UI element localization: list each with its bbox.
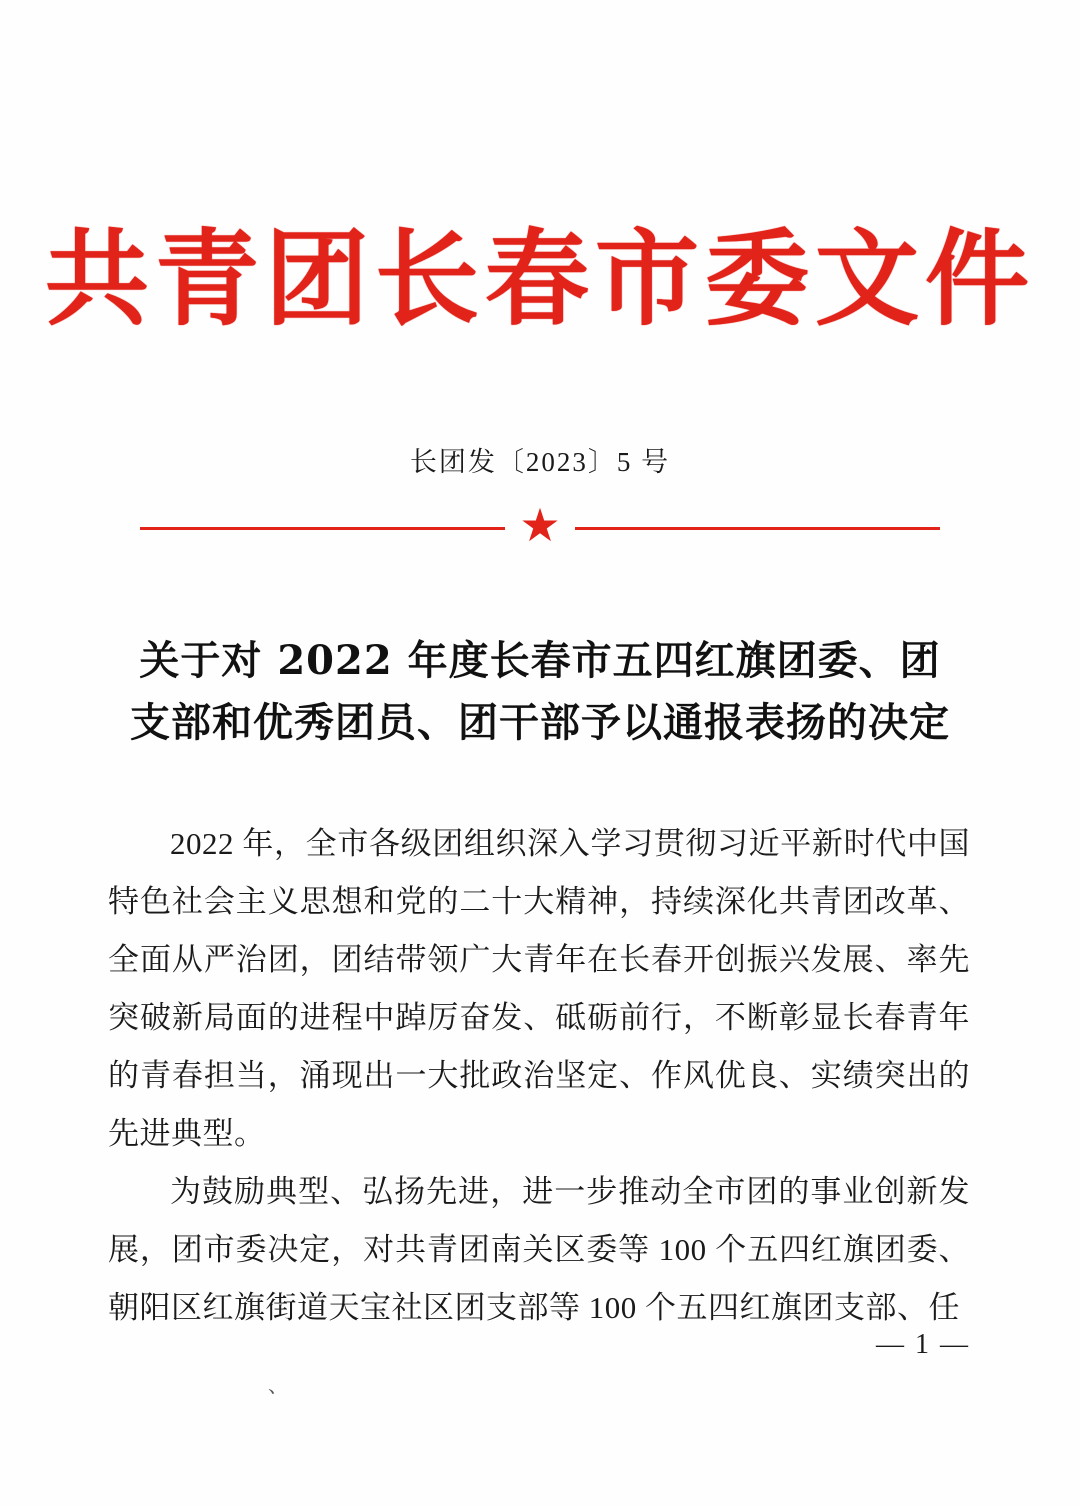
document-title: 关于对 2022 年度长春市五四红旗团委、团支部和优秀团员、团干部予以通报表扬的决定 (130, 637, 950, 746)
document-body (108, 815, 970, 1337)
document-serial-number: 长团发〔2023〕5 号 (409, 447, 671, 477)
red-star-icon: ★ (519, 500, 561, 551)
document-masthead-title: 共青团长春市委文件 (44, 217, 1035, 340)
page-number: — 1 — (876, 1329, 970, 1360)
rule-line-left (140, 527, 505, 530)
red-separator-rule (140, 500, 940, 551)
stray-ink-mark: 、 (268, 1375, 288, 1397)
body-paragraph-2: 为鼓励典型、弘扬先进，进一步推动全市团的事业创新发展，团市委决定，对共青团南关区委等 100 个五四红旗团委、朝阳区红旗街道天宝社区团支部等 100 个五四红旗团支部、任 (108, 1174, 970, 1325)
body-paragraph-1: 2022 年，全市各级团组织深入学习贯彻习近平新时代中国特色社会主义思想和党的二十大精神，持续深化共青团改革、全面从严治团，团结带领广大青年在长春开创振兴发展、率先突破新局面的进程中踔厉奋发、砥砺前行，不断彰显长春青年的青春担当，涌现出一大批政治坚定、作风优良、实绩突出的先进典型。 (108, 826, 970, 1151)
rule-line-right (575, 527, 940, 530)
